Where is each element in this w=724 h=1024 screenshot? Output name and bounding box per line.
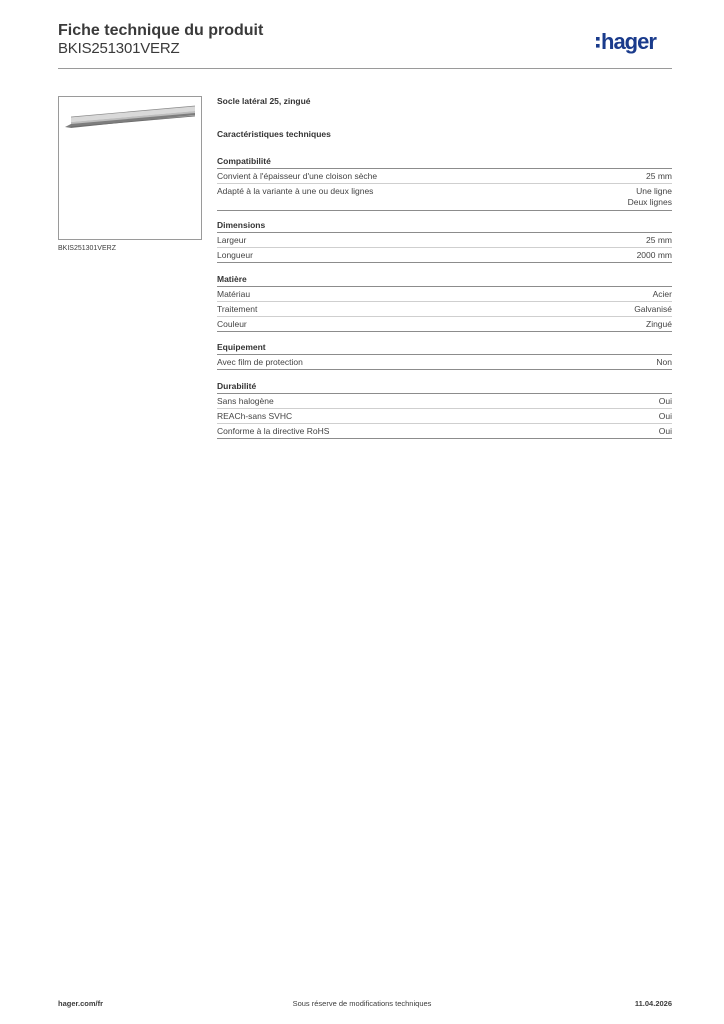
logo-wordmark: hager: [601, 29, 656, 54]
section-matiere: [217, 273, 672, 332]
section-title: Equipement: [217, 341, 672, 355]
spec-value: 25 mm: [646, 170, 672, 181]
spec-row: [217, 409, 672, 424]
spec-label: REACh-sans SVHC: [217, 410, 293, 421]
spec-row: [217, 302, 672, 317]
spec-value: Oui: [658, 395, 672, 406]
spec-value: 2000 mm: [636, 249, 672, 260]
spec-value: Oui: [658, 425, 672, 436]
footer-disclaimer: Sous réserve de modifications techniques: [292, 999, 432, 1008]
spec-label: Largeur: [217, 234, 247, 245]
spec-row: [217, 233, 672, 248]
spec-label: Couleur: [217, 318, 247, 329]
spec-label: Sans halogène: [217, 395, 274, 406]
spec-value: Galvanisé: [634, 303, 672, 314]
spec-label: Conforme à la directive RoHS: [217, 425, 330, 436]
spec-row: [217, 248, 672, 263]
spec-row: [217, 317, 672, 332]
spec-value: Acier: [652, 288, 672, 299]
spec-row: [217, 355, 672, 370]
page-title: Fiche technique du produit: [58, 22, 264, 39]
header-divider: [58, 68, 672, 69]
section-title: Compatibilité: [217, 155, 672, 169]
spec-value: Oui: [658, 410, 672, 421]
footer-website-link[interactable]: hager.com/fr: [58, 999, 104, 1008]
section-durabilite: [217, 380, 672, 439]
spec-row: [217, 287, 672, 302]
product-reference: BKIS251301VERZ: [58, 40, 180, 57]
rail-illustration: [59, 97, 201, 239]
section-dimensions: [217, 219, 672, 263]
section-title: Durabilité: [217, 380, 672, 394]
spec-row: [217, 169, 672, 184]
spec-value: Non: [656, 356, 672, 367]
spec-row: [217, 184, 672, 211]
section-compatibilite: [217, 155, 672, 211]
spec-row: [217, 394, 672, 409]
spec-row: [217, 424, 672, 439]
spec-label: Matériau: [217, 288, 251, 299]
spec-label: Adapté à la variante à une ou deux lignes: [217, 185, 374, 196]
spec-value: Zingué: [646, 318, 672, 329]
product-description: Socle latéral 25, zingué: [217, 96, 311, 106]
characteristics-title: Caractéristiques techniques: [217, 129, 331, 139]
spec-value: Une ligne Deux lignes: [627, 185, 672, 207]
product-image-caption: BKIS251301VERZ: [58, 245, 116, 252]
section-title: Dimensions: [217, 219, 672, 233]
spec-label: Longueur: [217, 249, 253, 260]
hager-logo: [596, 26, 676, 60]
product-image: [58, 96, 202, 240]
spec-label: Convient à l'épaisseur d'une cloison sèche: [217, 170, 378, 181]
spec-label: Avec film de protection: [217, 356, 303, 367]
section-equipement: [217, 341, 672, 370]
spec-label: Traitement: [217, 303, 258, 314]
spec-value: 25 mm: [646, 234, 672, 245]
footer-date: 11.04.2026: [634, 999, 672, 1008]
section-title: Matière: [217, 273, 672, 287]
